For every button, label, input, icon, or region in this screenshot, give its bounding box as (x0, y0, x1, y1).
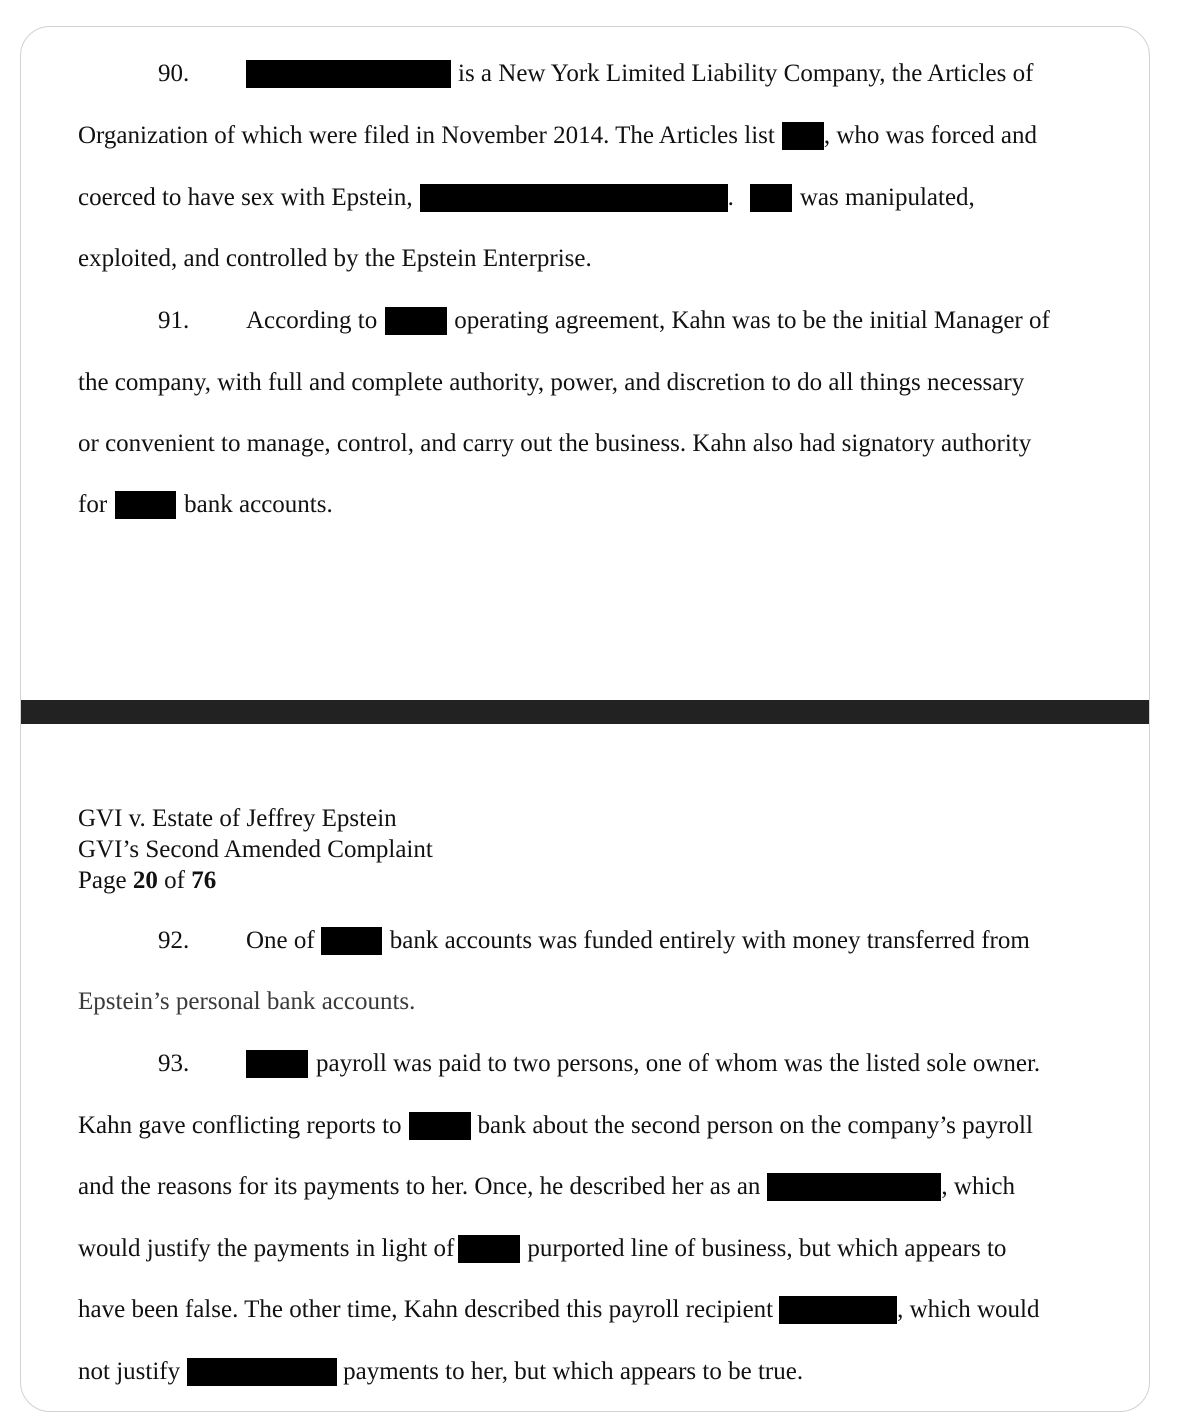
para-93-line-2 (78, 1111, 1033, 1141)
para-90-line-1 (78, 59, 1033, 89)
page-of: of (164, 867, 185, 894)
para-91-text: According to (246, 307, 378, 334)
redaction-block (750, 184, 792, 212)
para-91-line-3 (78, 429, 1031, 459)
redaction-block (779, 1296, 897, 1324)
redaction-block (115, 491, 176, 519)
document-title: GVI’s Second Amended Complaint (78, 836, 433, 863)
para-93-number: 93. (158, 1050, 190, 1077)
redaction-block (458, 1235, 520, 1263)
redaction-block (767, 1173, 941, 1201)
para-90-text: , who was forced and (823, 122, 1037, 149)
para-91-line-2 (78, 368, 1024, 398)
para-90-text: is a New York Limited Liability Company, the Articles of (458, 60, 1034, 87)
para-91-text: operating agreement, Kahn was to be the initial Manager of (454, 307, 1050, 334)
para-90-text: . (727, 184, 734, 211)
para-90-number: 90. (158, 60, 190, 87)
para-93-text: and the reasons for its payments to her. Once, he described her as an (78, 1173, 761, 1200)
redaction-block (420, 184, 728, 212)
page-total: 76 (191, 867, 217, 894)
para-93-text: payments to her, but which appears to be true. (343, 1358, 804, 1385)
para-92-text: bank accounts was funded entirely with money transferred from (389, 927, 1030, 954)
para-91-text: the company, with full and complete authority, power, and discretion to do all things necessary (78, 369, 1025, 396)
redaction-block (187, 1358, 337, 1386)
para-90-line-2 (78, 121, 1037, 151)
para-92-text: One of (246, 927, 315, 954)
para-93-text: , which (941, 1173, 1016, 1200)
page-break-divider (21, 700, 1149, 724)
para-93-text: Kahn gave conflicting reports to (78, 1112, 402, 1139)
para-92-line-2 (78, 987, 415, 1017)
para-92-text: Epstein’s personal bank accounts. (78, 988, 416, 1015)
page-label: Page (78, 867, 127, 894)
redaction-block (409, 1112, 471, 1140)
para-93-line-3 (78, 1172, 1015, 1202)
para-93-line-5 (78, 1295, 1039, 1325)
redaction-block (246, 1050, 308, 1078)
para-91-text: or convenient to manage, control, and carry out the business. Kahn also had signatory authority (78, 430, 1032, 457)
para-91-text: bank accounts. (184, 491, 333, 518)
page-current: 20 (132, 867, 158, 894)
para-90-text: exploited, and controlled by the Epstein Enterprise. (78, 245, 592, 272)
para-90-line-3 (78, 183, 975, 213)
para-90-text: coerced to have sex with Epstein, (78, 184, 413, 211)
para-92-number: 92. (158, 927, 190, 954)
para-91-line-4 (78, 490, 333, 520)
para-93-text: bank about the second person on the company’s payroll (477, 1112, 1033, 1139)
para-93-line-1 (78, 1049, 1040, 1079)
para-93-text: , which would (897, 1296, 1040, 1323)
para-93-text: have been false. The other time, Kahn described this payroll recipient (78, 1296, 774, 1323)
para-92-line-1 (78, 926, 1030, 956)
document-frame (20, 26, 1150, 1412)
para-93-text: payroll was paid to two persons, one of whom was the listed sole owner. (316, 1050, 1041, 1077)
para-93-text: would justify the payments in light of (78, 1235, 455, 1262)
redaction-block (385, 307, 447, 335)
redaction-block (246, 60, 451, 88)
para-90-line-4 (78, 244, 592, 274)
para-93-text: purported line of business, but which appears to (527, 1235, 1007, 1262)
para-93-text: not justify (78, 1358, 181, 1385)
para-91-text: for (78, 491, 108, 518)
para-90-text: was manipulated, (799, 184, 975, 211)
case-name: GVI v. Estate of Jeffrey Epstein (78, 805, 397, 832)
para-91-number: 91. (158, 307, 190, 334)
para-91-line-1 (78, 306, 1050, 336)
page-number (78, 865, 216, 896)
redaction-block (321, 927, 382, 955)
para-90-text: Organization of which were filed in November 2014. The Articles list (78, 122, 775, 149)
redaction-block (782, 122, 824, 150)
para-93-line-4 (78, 1234, 1006, 1264)
para-93-line-6 (78, 1357, 803, 1387)
